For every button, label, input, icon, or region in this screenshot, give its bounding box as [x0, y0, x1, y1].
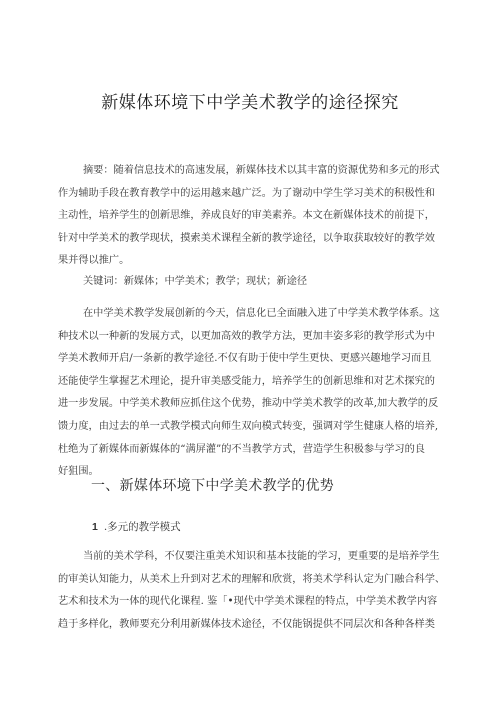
document-title: 新媒体环境下中学美术教学的途径探究	[101, 93, 399, 113]
intro-line: 还能使学生掌握艺术理论，提升审美感受能力，培养学生的创新思维和对艺术探究的	[58, 375, 435, 387]
body-line: 趋于多样化，教师要充分利用新媒体技术途径，不仅能锅提供不同层次和各种各样类	[58, 618, 435, 630]
abstract-line: 主动性，培养学生的创新思维，养成良好的审美素养。本文在新媒体技术的前提下，	[58, 210, 435, 222]
abstract-line: 作为辅助手段在教育教学中的运用越来越广泛。为了谢动中学生学习美术的积极性和	[58, 187, 435, 199]
subsection-heading	[92, 519, 181, 534]
intro-paragraph	[58, 303, 450, 484]
abstract-line: 针对中学美术的教学现状，摸索美术课程全新的教学途径，以争取获取较好的教学效	[58, 232, 435, 244]
keywords-line: 关键词：新媒体；中学美术；教学；现状；新途径	[83, 276, 308, 287]
body-line: 艺术和技术为一体的现代化课程. 鉴「•现代中学美术课程的特点，中学美术教学内容	[58, 596, 438, 608]
body-line: 的审美认知能力，从美术上升到对艺术的理解和欣赏，将美术学科认定为门融合科学、	[58, 573, 446, 585]
body-paragraph	[58, 546, 450, 636]
section-heading: 一、新媒体环境下中学美术教学的优势	[91, 478, 335, 494]
intro-line: 在中学美术教学发展创新的今天，信息化已全面融入进了中学美术教学体系。这	[83, 308, 440, 319]
subsection-number: 1	[92, 521, 98, 533]
abstract-line: 摘要：随着信息技术的高速发展，新媒体技术以其丰富的资源优势和多元的形式	[83, 165, 440, 176]
intro-line: 学美术教师开启/一条新的教学途径.不仅有助于使中学生更快、更感兴趣地学习而且	[58, 353, 432, 365]
abstract-line: 果并得以推广。	[58, 255, 130, 267]
intro-line: 杜绝为了新媒体而新媒体的“满屏灌”的不当教学方式，营造学生积极参与学习的良	[58, 443, 425, 455]
keywords-paragraph	[58, 271, 450, 294]
body-line: 当前的美术学科，不仅要注重美术知识和基本技能的学习，更重要的是培养学生	[83, 551, 440, 562]
subsection-title: .多元的教学模式	[103, 521, 181, 533]
intro-line: 种技术以一种新的发展方式，以更加高效的教学方法，更加丰姿多彩的教学形式为中	[58, 330, 435, 342]
intro-line: 好狙围。	[58, 466, 99, 478]
intro-line: 馈力度，由过去的单一式教学模式向师生双向模式转变，强调对学生健康人格的培养,	[58, 420, 439, 432]
abstract-paragraph	[58, 160, 450, 273]
intro-line: 进一步发展。中学美术教师应抓住这个优势，推动中学美术教学的改革,加大教学的反	[58, 398, 439, 410]
